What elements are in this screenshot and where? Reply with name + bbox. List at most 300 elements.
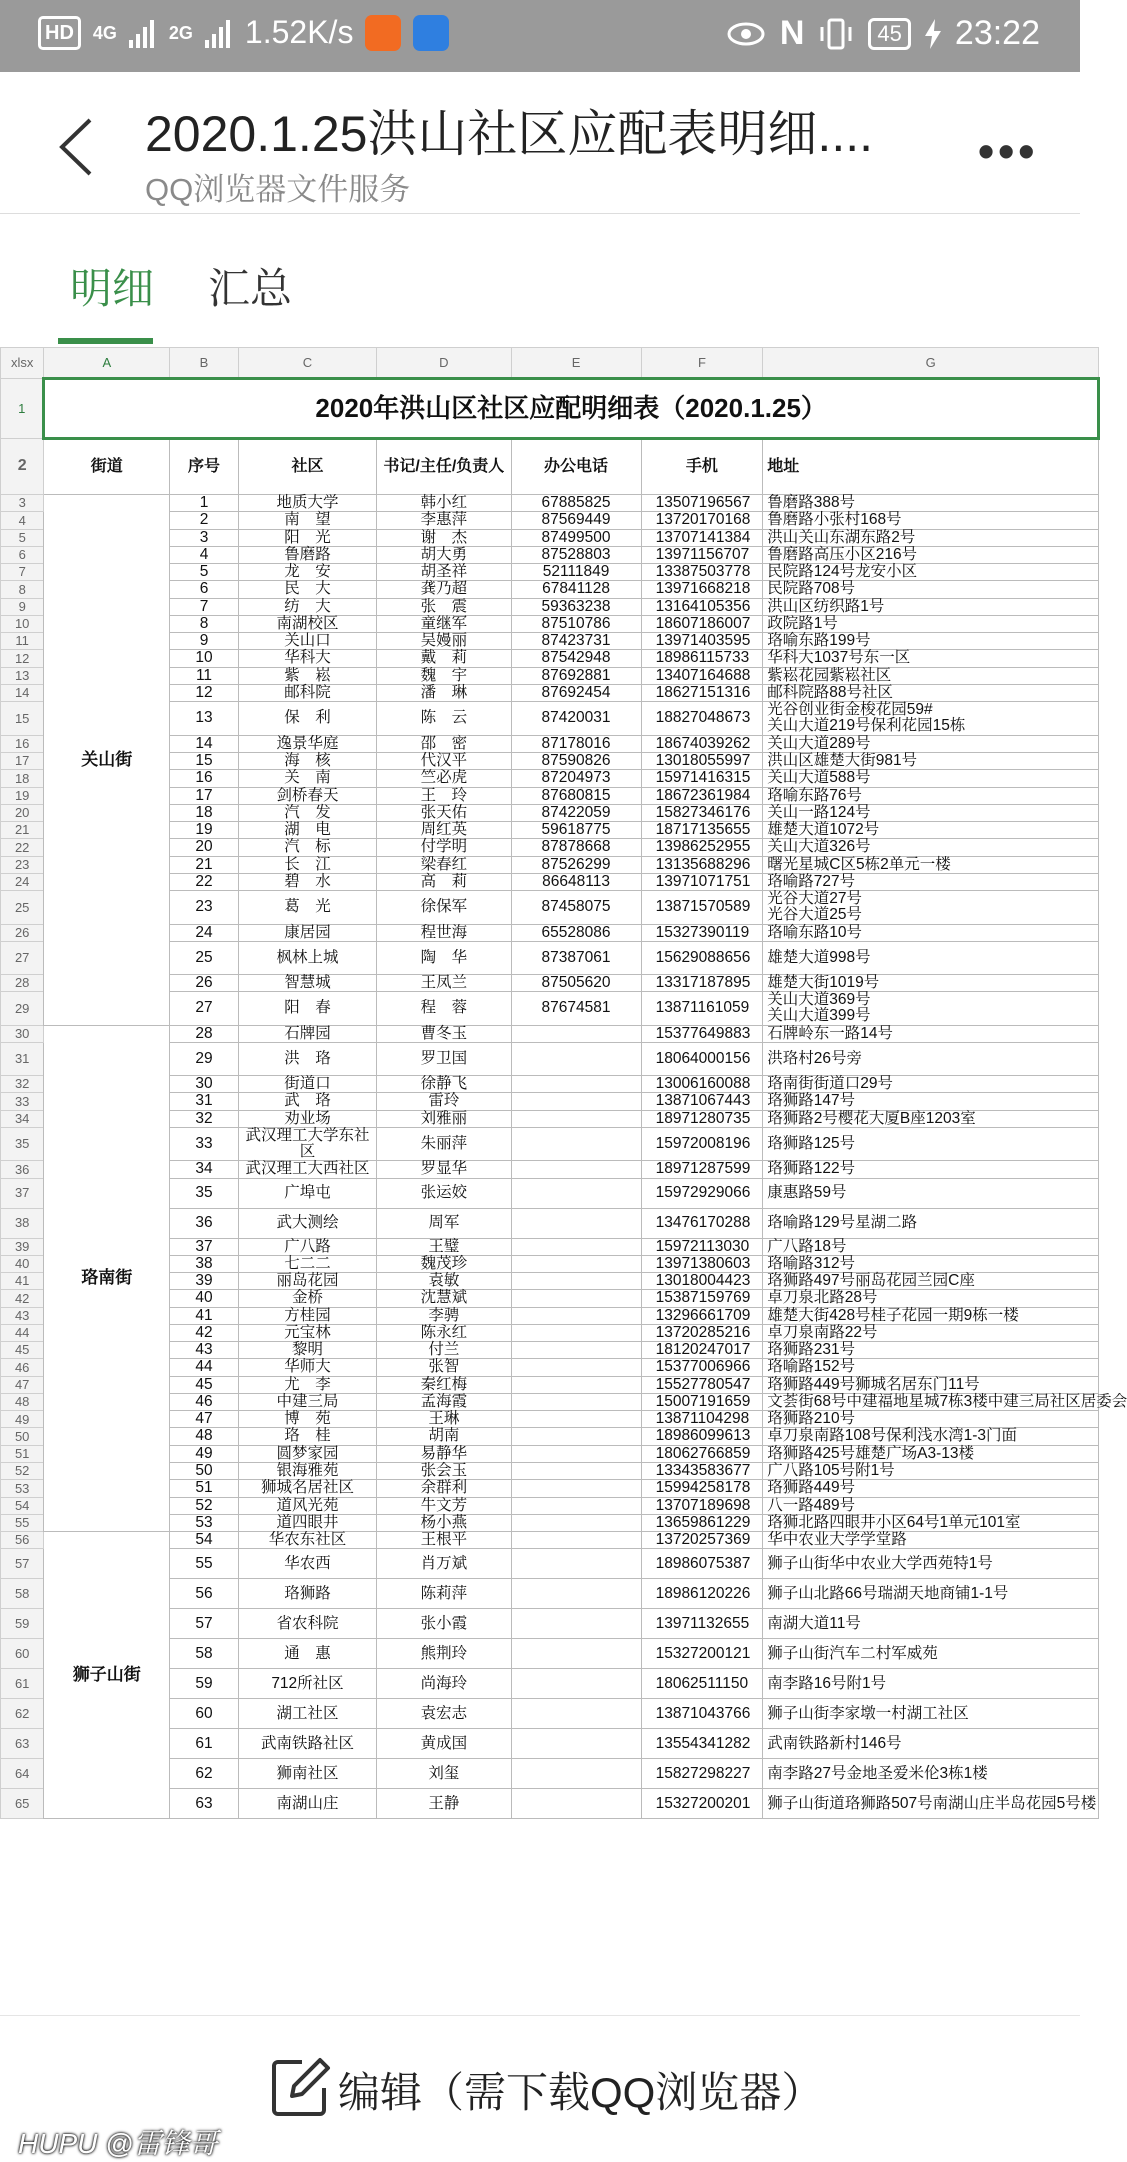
mobile-cell[interactable]: 18986075387 (641, 1549, 763, 1579)
mobile-cell[interactable]: 13871104298 (641, 1411, 763, 1428)
address-cell[interactable]: 鲁磨路388号 (763, 495, 1099, 512)
header-cell[interactable]: 街道 (44, 439, 170, 495)
mobile-cell[interactable]: 13006160088 (641, 1075, 763, 1092)
community-cell[interactable]: 鲁磨路 (238, 546, 376, 563)
address-cell[interactable]: 珞南街街道口29号 (763, 1075, 1099, 1092)
leader-cell[interactable]: 吴嫚丽 (377, 633, 511, 650)
community-cell[interactable]: 街道口 (238, 1075, 376, 1092)
office-phone-cell[interactable]: 52111849 (511, 564, 641, 581)
row-number[interactable]: 64 (1, 1759, 44, 1789)
seq-cell[interactable]: 39 (170, 1273, 239, 1290)
address-cell[interactable]: 华中农业大学学堂路 (763, 1532, 1099, 1549)
seq-cell[interactable]: 62 (170, 1759, 239, 1789)
mobile-cell[interactable]: 18986115733 (641, 650, 763, 667)
community-cell[interactable]: 葛 光 (238, 891, 376, 925)
seq-cell[interactable]: 27 (170, 992, 239, 1026)
row-number[interactable]: 43 (1, 1307, 44, 1324)
seq-cell[interactable]: 12 (170, 684, 239, 701)
row-number[interactable]: 6 (1, 546, 44, 563)
row-number[interactable]: 62 (1, 1699, 44, 1729)
office-phone-cell[interactable]: 87680815 (511, 787, 641, 804)
leader-cell[interactable]: 谢 杰 (377, 529, 511, 546)
leader-cell[interactable]: 朱丽萍 (377, 1127, 511, 1161)
header-cell[interactable]: 序号 (170, 439, 239, 495)
street-cell[interactable]: 珞南街 (44, 1025, 170, 1531)
mobile-cell[interactable]: 15972008196 (641, 1127, 763, 1161)
office-phone-cell[interactable]: 87692454 (511, 684, 641, 701)
address-cell[interactable]: 珞狮北路四眼井小区64号1单元101室 (763, 1514, 1099, 1531)
seq-cell[interactable]: 50 (170, 1463, 239, 1480)
leader-cell[interactable]: 王琳 (377, 1411, 511, 1428)
address-cell[interactable]: 南湖大道11号 (763, 1609, 1099, 1639)
address-cell[interactable]: 珞狮路2号樱花大厦B座1203室 (763, 1110, 1099, 1127)
leader-cell[interactable]: 张运姣 (377, 1178, 511, 1208)
leader-cell[interactable]: 雷玲 (377, 1093, 511, 1110)
mobile-cell[interactable]: 18120247017 (641, 1342, 763, 1359)
leader-cell[interactable]: 陈 云 (377, 702, 511, 736)
leader-cell[interactable]: 王根平 (377, 1532, 511, 1549)
community-cell[interactable]: 汽 发 (238, 804, 376, 821)
address-cell[interactable]: 华科大1037号东一区 (763, 650, 1099, 667)
office-phone-cell[interactable] (511, 1445, 641, 1462)
row-number[interactable]: 31 (1, 1042, 44, 1075)
leader-cell[interactable]: 张会玉 (377, 1463, 511, 1480)
community-cell[interactable]: 武汉理工大学东社区 (238, 1127, 376, 1161)
seq-cell[interactable]: 31 (170, 1093, 239, 1110)
community-cell[interactable]: 阳 光 (238, 529, 376, 546)
column-header[interactable]: G (763, 348, 1099, 379)
leader-cell[interactable]: 陈永红 (377, 1324, 511, 1341)
mobile-cell[interactable]: 13707189698 (641, 1497, 763, 1514)
community-cell[interactable]: 南湖校区 (238, 615, 376, 632)
address-cell[interactable]: 雄楚大道1072号 (763, 822, 1099, 839)
seq-cell[interactable]: 11 (170, 667, 239, 684)
leader-cell[interactable]: 王璧 (377, 1238, 511, 1255)
seq-cell[interactable]: 28 (170, 1025, 239, 1042)
office-phone-cell[interactable] (511, 1273, 641, 1290)
community-cell[interactable]: 长 江 (238, 856, 376, 873)
seq-cell[interactable]: 42 (170, 1324, 239, 1341)
mobile-cell[interactable]: 13971668218 (641, 581, 763, 598)
mobile-cell[interactable]: 13971071751 (641, 873, 763, 890)
mobile-cell[interactable]: 18986099613 (641, 1428, 763, 1445)
seq-cell[interactable]: 52 (170, 1497, 239, 1514)
address-cell[interactable]: 关山一路124号 (763, 804, 1099, 821)
office-phone-cell[interactable] (511, 1093, 641, 1110)
mobile-cell[interactable]: 13720257369 (641, 1532, 763, 1549)
row-number[interactable]: 17 (1, 752, 44, 769)
community-cell[interactable]: 海 核 (238, 752, 376, 769)
leader-cell[interactable]: 徐静飞 (377, 1075, 511, 1092)
address-cell[interactable]: 石牌岭东一路14号 (763, 1025, 1099, 1042)
mobile-cell[interactable]: 15377649883 (641, 1025, 763, 1042)
leader-cell[interactable]: 袁敏 (377, 1273, 511, 1290)
community-cell[interactable]: 狮城名居社区 (238, 1480, 376, 1497)
seq-cell[interactable]: 22 (170, 873, 239, 890)
community-cell[interactable]: 石牌园 (238, 1025, 376, 1042)
mobile-cell[interactable]: 15629088656 (641, 941, 763, 974)
mobile-cell[interactable]: 13971132655 (641, 1609, 763, 1639)
address-cell[interactable]: 关山大道289号 (763, 735, 1099, 752)
row-number[interactable]: 55 (1, 1514, 44, 1531)
leader-cell[interactable]: 胡南 (377, 1428, 511, 1445)
community-cell[interactable]: 尤 李 (238, 1376, 376, 1393)
row-number[interactable]: 46 (1, 1359, 44, 1376)
seq-cell[interactable]: 35 (170, 1178, 239, 1208)
address-cell[interactable]: 洪珞村26号旁 (763, 1042, 1099, 1075)
office-phone-cell[interactable]: 59618775 (511, 822, 641, 839)
leader-cell[interactable]: 童继军 (377, 615, 511, 632)
community-cell[interactable]: 华师大 (238, 1359, 376, 1376)
community-cell[interactable]: 地质大学 (238, 495, 376, 512)
address-cell[interactable]: 鲁磨路高压小区216号 (763, 546, 1099, 563)
office-phone-cell[interactable] (511, 1532, 641, 1549)
address-cell[interactable]: 珞喻路129号星湖二路 (763, 1208, 1099, 1238)
community-cell[interactable]: 道风光苑 (238, 1497, 376, 1514)
row-number[interactable]: 29 (1, 992, 44, 1026)
seq-cell[interactable]: 6 (170, 581, 239, 598)
mobile-cell[interactable]: 18627151316 (641, 684, 763, 701)
mobile-cell[interactable]: 13554341282 (641, 1729, 763, 1759)
community-cell[interactable]: 洪 珞 (238, 1042, 376, 1075)
office-phone-cell[interactable]: 87674581 (511, 992, 641, 1026)
office-phone-cell[interactable]: 87510786 (511, 615, 641, 632)
community-cell[interactable]: 逸景华庭 (238, 735, 376, 752)
seq-cell[interactable]: 58 (170, 1639, 239, 1669)
leader-cell[interactable]: 邵 密 (377, 735, 511, 752)
community-cell[interactable]: 邮科院 (238, 684, 376, 701)
seq-cell[interactable]: 20 (170, 839, 239, 856)
community-cell[interactable]: 阳 春 (238, 992, 376, 1026)
address-cell[interactable]: 狮子山街汽车二村军威苑 (763, 1639, 1099, 1669)
row-number[interactable]: 35 (1, 1127, 44, 1161)
office-phone-cell[interactable]: 86648113 (511, 873, 641, 890)
back-arrow-icon[interactable] (50, 112, 110, 182)
seq-cell[interactable]: 14 (170, 735, 239, 752)
office-phone-cell[interactable]: 87420031 (511, 702, 641, 736)
seq-cell[interactable]: 51 (170, 1480, 239, 1497)
row-number[interactable]: 42 (1, 1290, 44, 1307)
office-phone-cell[interactable]: 65528086 (511, 924, 641, 941)
seq-cell[interactable]: 61 (170, 1729, 239, 1759)
mobile-cell[interactable]: 13407164688 (641, 667, 763, 684)
mobile-cell[interactable]: 13659861229 (641, 1514, 763, 1531)
community-cell[interactable]: 道四眼井 (238, 1514, 376, 1531)
community-cell[interactable]: 碧 水 (238, 873, 376, 890)
address-cell[interactable]: 珞狮路122号 (763, 1161, 1099, 1178)
seq-cell[interactable]: 5 (170, 564, 239, 581)
address-cell[interactable]: 珞狮路125号 (763, 1127, 1099, 1161)
mobile-cell[interactable]: 15827346176 (641, 804, 763, 821)
mobile-cell[interactable]: 15971416315 (641, 770, 763, 787)
address-cell[interactable]: 狮子山街道珞狮路507号南湖山庄半岛花园5号楼 (763, 1789, 1099, 1819)
community-cell[interactable]: 狮南社区 (238, 1759, 376, 1789)
address-cell[interactable]: 曙光星城C区5栋2单元一楼 (763, 856, 1099, 873)
office-phone-cell[interactable]: 87204973 (511, 770, 641, 787)
address-cell[interactable]: 文荟街68号中建福地星城7栋3楼中建三局社区居委会 (763, 1393, 1099, 1410)
office-phone-cell[interactable]: 87692881 (511, 667, 641, 684)
row-number[interactable]: 44 (1, 1324, 44, 1341)
mobile-cell[interactable]: 15827298227 (641, 1759, 763, 1789)
row-number[interactable]: 57 (1, 1549, 44, 1579)
address-cell[interactable]: 广八路105号附1号 (763, 1463, 1099, 1480)
seq-cell[interactable]: 8 (170, 615, 239, 632)
leader-cell[interactable]: 刘玺 (377, 1759, 511, 1789)
mobile-cell[interactable]: 13296661709 (641, 1307, 763, 1324)
mobile-cell[interactable]: 13135688296 (641, 856, 763, 873)
mobile-cell[interactable]: 15972113030 (641, 1238, 763, 1255)
mobile-cell[interactable]: 15327390119 (641, 924, 763, 941)
community-cell[interactable]: 中建三局 (238, 1393, 376, 1410)
community-cell[interactable]: 银海雅苑 (238, 1463, 376, 1480)
office-phone-cell[interactable]: 87387061 (511, 941, 641, 974)
address-cell[interactable]: 光谷创业街金梭花园59# 关山大道219号保利花园15栋 (763, 702, 1099, 736)
leader-cell[interactable]: 陶 华 (377, 941, 511, 974)
community-cell[interactable]: 紫 崧 (238, 667, 376, 684)
office-phone-cell[interactable]: 67885825 (511, 495, 641, 512)
leader-cell[interactable]: 胡大勇 (377, 546, 511, 563)
row-number[interactable]: 5 (1, 529, 44, 546)
seq-cell[interactable]: 15 (170, 752, 239, 769)
office-phone-cell[interactable] (511, 1639, 641, 1669)
office-phone-cell[interactable]: 87423731 (511, 633, 641, 650)
office-phone-cell[interactable] (511, 1428, 641, 1445)
row-number[interactable]: 13 (1, 667, 44, 684)
community-cell[interactable]: 金桥 (238, 1290, 376, 1307)
edit-icon[interactable] (270, 2056, 332, 2118)
office-phone-cell[interactable]: 87878668 (511, 839, 641, 856)
office-phone-cell[interactable] (511, 1497, 641, 1514)
mobile-cell[interactable]: 18064000156 (641, 1042, 763, 1075)
leader-cell[interactable]: 竺必虎 (377, 770, 511, 787)
leader-cell[interactable]: 张天佑 (377, 804, 511, 821)
seq-cell[interactable]: 32 (170, 1110, 239, 1127)
row-number[interactable]: 2 (1, 439, 44, 495)
seq-cell[interactable]: 46 (170, 1393, 239, 1410)
mobile-cell[interactable]: 18827048673 (641, 702, 763, 736)
address-cell[interactable]: 狮子山北路66号瑞湖天地商铺1-1号 (763, 1579, 1099, 1609)
leader-cell[interactable]: 熊荆玲 (377, 1639, 511, 1669)
leader-cell[interactable]: 牛文芳 (377, 1497, 511, 1514)
address-cell[interactable]: 珞狮路210号 (763, 1411, 1099, 1428)
address-cell[interactable]: 关山大道369号 关山大道399号 (763, 992, 1099, 1026)
seq-cell[interactable]: 26 (170, 974, 239, 991)
row-number[interactable]: 33 (1, 1093, 44, 1110)
address-cell[interactable]: 康惠路59号 (763, 1178, 1099, 1208)
leader-cell[interactable]: 杨小燕 (377, 1514, 511, 1531)
community-cell[interactable]: 纺 大 (238, 598, 376, 615)
row-number[interactable]: 18 (1, 770, 44, 787)
seq-cell[interactable]: 3 (170, 529, 239, 546)
community-cell[interactable]: 圆梦家园 (238, 1445, 376, 1462)
leader-cell[interactable]: 李骋 (377, 1307, 511, 1324)
seq-cell[interactable]: 40 (170, 1290, 239, 1307)
office-phone-cell[interactable] (511, 1238, 641, 1255)
community-cell[interactable]: 广埠屯 (238, 1178, 376, 1208)
address-cell[interactable]: 珞喻东路10号 (763, 924, 1099, 941)
seq-cell[interactable]: 18 (170, 804, 239, 821)
community-cell[interactable]: 武南铁路社区 (238, 1729, 376, 1759)
leader-cell[interactable]: 戴 莉 (377, 650, 511, 667)
community-cell[interactable]: 剑桥春天 (238, 787, 376, 804)
address-cell[interactable]: 光谷大道27号 光谷大道25号 (763, 891, 1099, 925)
leader-cell[interactable]: 韩小红 (377, 495, 511, 512)
row-number[interactable]: 26 (1, 924, 44, 941)
column-header[interactable]: E (511, 348, 641, 379)
leader-cell[interactable]: 魏茂珍 (377, 1255, 511, 1272)
mobile-cell[interactable]: 18674039262 (641, 735, 763, 752)
mobile-cell[interactable]: 18717135655 (641, 822, 763, 839)
row-number[interactable]: 49 (1, 1411, 44, 1428)
community-cell[interactable]: 关 南 (238, 770, 376, 787)
seq-cell[interactable]: 19 (170, 822, 239, 839)
community-cell[interactable]: 元宝林 (238, 1324, 376, 1341)
mobile-cell[interactable]: 13317187895 (641, 974, 763, 991)
sheet-title[interactable]: 2020年洪山区社区应配明细表（2020.1.25） (44, 379, 1099, 439)
mobile-cell[interactable]: 15387159769 (641, 1290, 763, 1307)
address-cell[interactable]: 洪山区雄楚大街981号 (763, 752, 1099, 769)
office-phone-cell[interactable] (511, 1376, 641, 1393)
community-cell[interactable]: 康居园 (238, 924, 376, 941)
row-number[interactable]: 24 (1, 873, 44, 890)
seq-cell[interactable]: 9 (170, 633, 239, 650)
office-phone-cell[interactable]: 87178016 (511, 735, 641, 752)
community-cell[interactable]: 广八路 (238, 1238, 376, 1255)
seq-cell[interactable]: 56 (170, 1579, 239, 1609)
office-phone-cell[interactable]: 87590826 (511, 752, 641, 769)
row-number[interactable]: 36 (1, 1161, 44, 1178)
leader-cell[interactable]: 王 玲 (377, 787, 511, 804)
office-phone-cell[interactable] (511, 1393, 641, 1410)
tab-detail[interactable]: 明细 (70, 265, 155, 312)
leader-cell[interactable]: 沈慧斌 (377, 1290, 511, 1307)
leader-cell[interactable]: 罗卫国 (377, 1042, 511, 1075)
office-phone-cell[interactable] (511, 1178, 641, 1208)
mobile-cell[interactable]: 13871043766 (641, 1699, 763, 1729)
seq-cell[interactable]: 1 (170, 495, 239, 512)
office-phone-cell[interactable]: 67841128 (511, 581, 641, 598)
community-cell[interactable]: 博 苑 (238, 1411, 376, 1428)
seq-cell[interactable]: 33 (170, 1127, 239, 1161)
office-phone-cell[interactable] (511, 1025, 641, 1042)
row-number[interactable]: 39 (1, 1238, 44, 1255)
mobile-cell[interactable]: 18672361984 (641, 787, 763, 804)
community-cell[interactable]: 华农西 (238, 1549, 376, 1579)
address-cell[interactable]: 广八路18号 (763, 1238, 1099, 1255)
leader-cell[interactable]: 周军 (377, 1208, 511, 1238)
leader-cell[interactable]: 梁春红 (377, 856, 511, 873)
table-row[interactable] (1, 495, 1099, 512)
row-number[interactable]: 37 (1, 1178, 44, 1208)
leader-cell[interactable]: 袁宏志 (377, 1699, 511, 1729)
office-phone-cell[interactable] (511, 1411, 641, 1428)
office-phone-cell[interactable] (511, 1110, 641, 1127)
row-number[interactable]: 15 (1, 702, 44, 736)
seq-cell[interactable]: 49 (170, 1445, 239, 1462)
address-cell[interactable]: 珞狮路449号狮城名居东门11号 (763, 1376, 1099, 1393)
row-number[interactable]: 4 (1, 512, 44, 529)
leader-cell[interactable]: 王静 (377, 1789, 511, 1819)
seq-cell[interactable]: 53 (170, 1514, 239, 1531)
street-cell[interactable]: 狮子山街 (44, 1532, 170, 1819)
seq-cell[interactable]: 4 (170, 546, 239, 563)
street-cell[interactable]: 关山街 (44, 495, 170, 1026)
office-phone-cell[interactable] (511, 1208, 641, 1238)
community-cell[interactable]: 武大测绘 (238, 1208, 376, 1238)
address-cell[interactable]: 鲁磨路小张村168号 (763, 512, 1099, 529)
leader-cell[interactable]: 王凤兰 (377, 974, 511, 991)
office-phone-cell[interactable] (511, 1669, 641, 1699)
leader-cell[interactable]: 黄成国 (377, 1729, 511, 1759)
mobile-cell[interactable]: 13971380603 (641, 1255, 763, 1272)
community-cell[interactable]: 武 珞 (238, 1093, 376, 1110)
mobile-cell[interactable]: 13720170168 (641, 512, 763, 529)
seq-cell[interactable]: 21 (170, 856, 239, 873)
community-cell[interactable]: 珞狮路 (238, 1579, 376, 1609)
leader-cell[interactable]: 程 蓉 (377, 992, 511, 1026)
mobile-cell[interactable]: 13871161059 (641, 992, 763, 1026)
seq-cell[interactable]: 47 (170, 1411, 239, 1428)
seq-cell[interactable]: 2 (170, 512, 239, 529)
column-header[interactable]: A (44, 348, 170, 379)
office-phone-cell[interactable] (511, 1549, 641, 1579)
community-cell[interactable]: 汽 标 (238, 839, 376, 856)
leader-cell[interactable]: 代汉平 (377, 752, 511, 769)
leader-cell[interactable]: 张小霞 (377, 1609, 511, 1639)
leader-cell[interactable]: 胡圣祥 (377, 564, 511, 581)
address-cell[interactable]: 南李路27号金地圣爱米伦3栋1楼 (763, 1759, 1099, 1789)
leader-cell[interactable]: 刘雅丽 (377, 1110, 511, 1127)
community-cell[interactable]: 方桂园 (238, 1307, 376, 1324)
office-phone-cell[interactable] (511, 1514, 641, 1531)
address-cell[interactable]: 武南铁路新村146号 (763, 1729, 1099, 1759)
seq-cell[interactable]: 10 (170, 650, 239, 667)
office-phone-cell[interactable] (511, 1255, 641, 1272)
row-number[interactable]: 58 (1, 1579, 44, 1609)
row-number[interactable]: 21 (1, 822, 44, 839)
seq-cell[interactable]: 59 (170, 1669, 239, 1699)
mobile-cell[interactable]: 18971280735 (641, 1110, 763, 1127)
community-cell[interactable]: 武汉理工大西社区 (238, 1161, 376, 1178)
leader-cell[interactable]: 魏 宇 (377, 667, 511, 684)
row-number[interactable]: 25 (1, 891, 44, 925)
address-cell[interactable]: 珞喻东路76号 (763, 787, 1099, 804)
community-cell[interactable]: 华农东社区 (238, 1532, 376, 1549)
office-phone-cell[interactable] (511, 1324, 641, 1341)
mobile-cell[interactable]: 18062511150 (641, 1669, 763, 1699)
address-cell[interactable]: 洪山关山东湖东路2号 (763, 529, 1099, 546)
edit-button[interactable]: 编辑（需下载QQ浏览器） (338, 2069, 824, 2116)
row-number[interactable]: 20 (1, 804, 44, 821)
community-cell[interactable]: 劝业场 (238, 1110, 376, 1127)
office-phone-cell[interactable]: 87499500 (511, 529, 641, 546)
community-cell[interactable]: 省农科院 (238, 1609, 376, 1639)
office-phone-cell[interactable]: 87422059 (511, 804, 641, 821)
header-cell[interactable]: 地址 (763, 439, 1099, 495)
mobile-cell[interactable]: 18062766859 (641, 1445, 763, 1462)
office-phone-cell[interactable] (511, 1127, 641, 1161)
row-number[interactable]: 38 (1, 1208, 44, 1238)
office-phone-cell[interactable] (511, 1579, 641, 1609)
seq-cell[interactable]: 30 (170, 1075, 239, 1092)
address-cell[interactable]: 洪山区纺织路1号 (763, 598, 1099, 615)
community-cell[interactable]: 华科大 (238, 650, 376, 667)
seq-cell[interactable]: 25 (170, 941, 239, 974)
leader-cell[interactable]: 潘 琳 (377, 684, 511, 701)
column-header[interactable]: D (377, 348, 511, 379)
leader-cell[interactable]: 陈莉萍 (377, 1579, 511, 1609)
seq-cell[interactable]: 55 (170, 1549, 239, 1579)
